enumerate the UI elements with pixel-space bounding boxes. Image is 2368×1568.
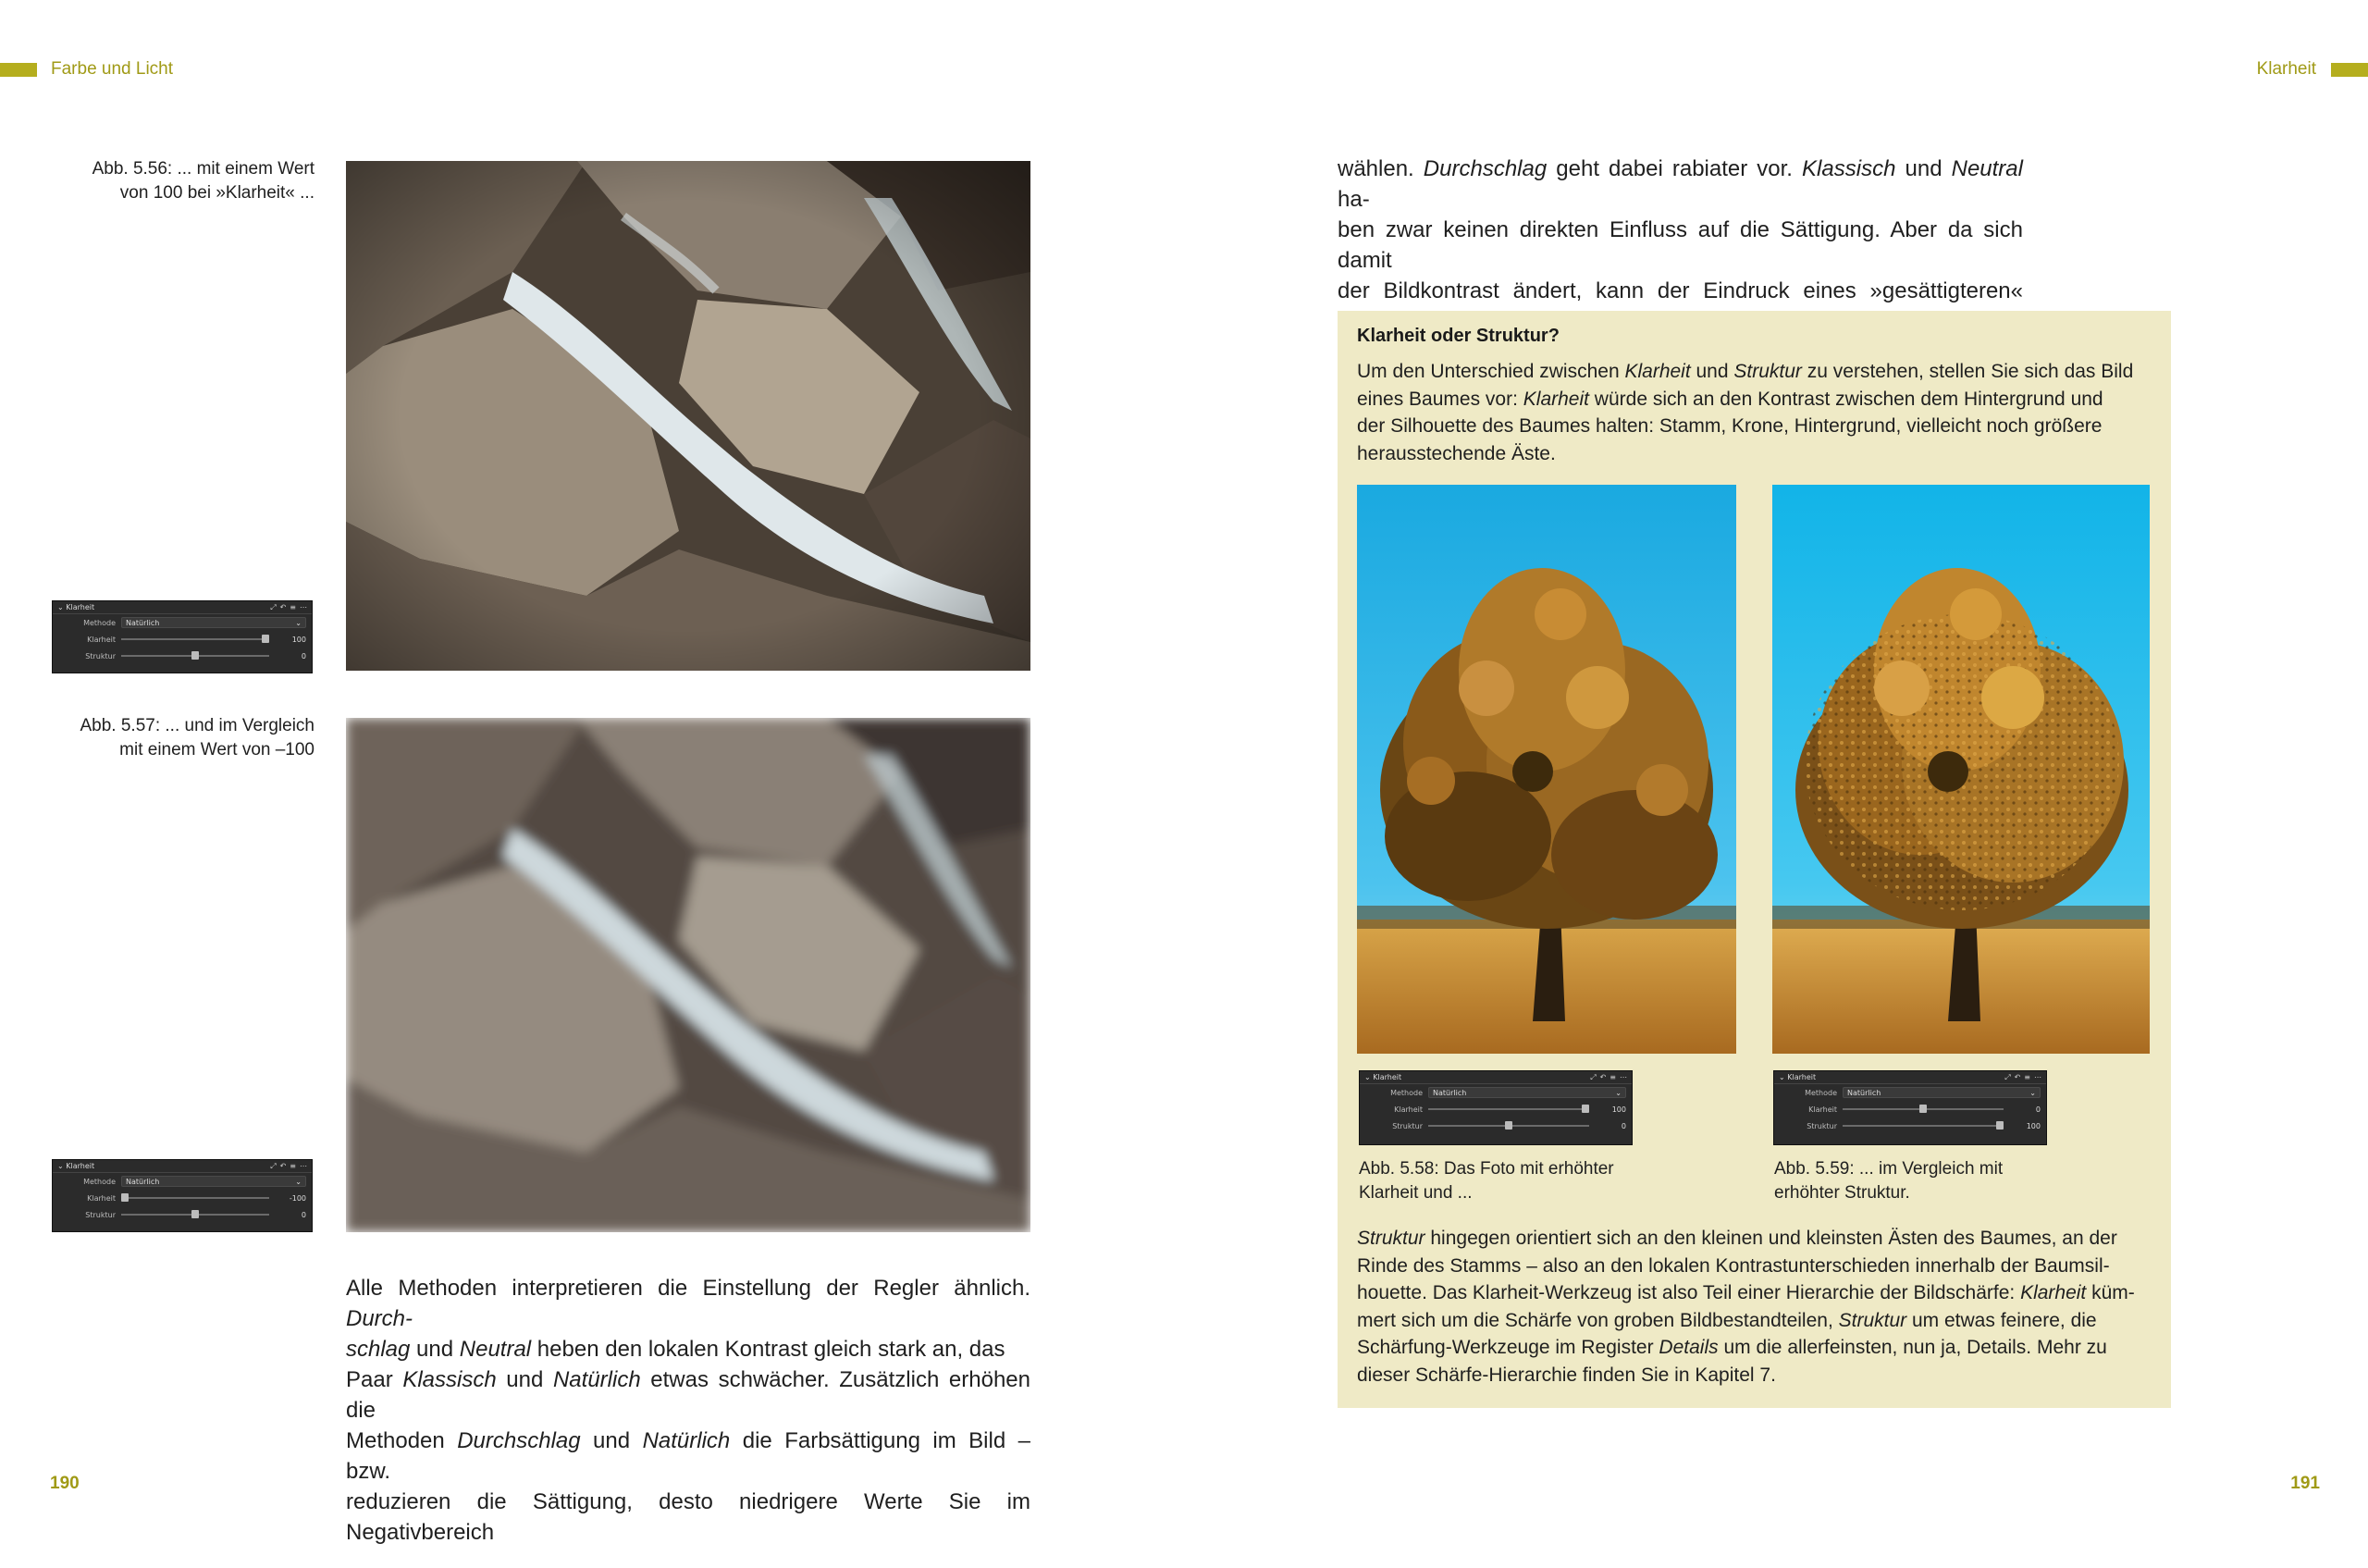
chevron-down-icon[interactable]: ⌄ xyxy=(57,603,64,611)
klarheit-label: Klarheit xyxy=(1394,1105,1423,1114)
panel-header xyxy=(53,601,312,614)
right-intro-text: wählen. Durchschlag geht dabei rabiater vor. Klassisch und Neutral ha- ben zwar keinen direkten Einfluss auf die Sättigung. Aber da sich damit der Bildkontrast ändert, kann der Eindruck eines »gesättigteren« xyxy=(1338,156,2023,303)
method-label: Methode xyxy=(83,618,116,627)
fig-5-57-caption: Abb. 5.57: ... und im Vergleich mit einem Wert von –100 xyxy=(80,716,314,759)
more-icon[interactable]: ⋯ xyxy=(1620,1072,1627,1081)
fig-5-59-caption: Abb. 5.59: ... im Vergleich mit erhöhter Struktur. xyxy=(1774,1159,2004,1203)
left-runner-bar xyxy=(0,63,37,77)
klarheit-panel-fig59 xyxy=(1773,1070,2047,1145)
struktur-slider[interactable] xyxy=(121,655,269,657)
slider-knob[interactable] xyxy=(1996,1121,2004,1130)
slider-knob[interactable] xyxy=(1919,1105,1927,1113)
method-label: Methode xyxy=(1390,1088,1423,1097)
chevron-down-icon[interactable]: ⌄ xyxy=(1364,1073,1371,1081)
chevron-down-icon: ⌄ xyxy=(1615,1088,1622,1097)
slider-knob[interactable] xyxy=(121,1193,129,1202)
info-box-title: Klarheit oder Struktur? xyxy=(1357,326,1560,346)
info-box-paragraph-1: Um den Unterschied zwischen Klarheit und Struktur zu verstehen, stellen Sie sich das Bild eines Baumes vor: Klarheit würde sich an den Kontrast zwischen dem Hintergrund und der Silhouette des Baumes halten: Stamm, Krone, Hintergrund, vielleicht noch größere herausstechende Äste. xyxy=(1357,361,2134,464)
slider-knob[interactable] xyxy=(262,635,269,643)
preset-icon[interactable]: ≡ xyxy=(290,1161,296,1170)
more-icon[interactable]: ⋯ xyxy=(300,1161,307,1170)
reset-icon[interactable]: ↶ xyxy=(279,602,287,611)
waterfall-photo-clear xyxy=(346,161,1030,671)
chevron-down-icon[interactable]: ⌄ xyxy=(57,1162,64,1170)
klarheit-value[interactable]: 0 xyxy=(2035,1105,2041,1114)
left-page-number: 190 xyxy=(50,1474,80,1493)
klarheit-slider[interactable] xyxy=(1843,1108,2004,1110)
method-select[interactable]: Natürlich ⌄ xyxy=(121,617,306,628)
slider-knob[interactable] xyxy=(1582,1105,1589,1113)
struktur-label: Struktur xyxy=(85,651,116,661)
chevron-down-icon: ⌄ xyxy=(2029,1088,2036,1097)
preset-icon[interactable]: ≡ xyxy=(290,602,296,611)
struktur-value[interactable]: 0 xyxy=(301,1210,306,1219)
auto-icon[interactable]: ⤢ xyxy=(270,1161,277,1170)
left-body-text: Alle Methoden interpretieren die Einstellung der Regler ähnlich. Durch- schlag und Neutral heben den lokalen Kontrast gleich stark an, das Paar Klassisch und Natürlich etwas schwächer. Zusätzlich erhöhen die Methoden Durchschlag und Natürlich die Farbsättigung im Bild – bzw. reduzieren die Sättigung, desto niedrigere Werte Sie im Negativbereich xyxy=(346,1276,1030,1545)
klarheit-value[interactable]: 100 xyxy=(1611,1105,1626,1114)
preset-icon[interactable]: ≡ xyxy=(1610,1072,1616,1081)
left-running-head: Farbe und Licht xyxy=(51,59,174,79)
klarheit-label: Klarheit xyxy=(87,635,116,644)
more-icon[interactable]: ⋯ xyxy=(300,602,307,611)
method-select[interactable]: Natürlich ⌄ xyxy=(1428,1087,1626,1098)
chevron-down-icon: ⌄ xyxy=(295,1177,302,1186)
method-label: Methode xyxy=(1805,1088,1837,1097)
klarheit-panel-fig56 xyxy=(52,600,313,673)
auto-icon[interactable]: ⤢ xyxy=(1590,1072,1597,1081)
slider-knob[interactable] xyxy=(191,651,199,660)
struktur-label: Struktur xyxy=(1392,1121,1423,1130)
reset-icon[interactable]: ↶ xyxy=(279,1161,287,1170)
klarheit-slider[interactable] xyxy=(1428,1108,1589,1110)
klarheit-label: Klarheit xyxy=(87,1193,116,1203)
panel-title: Klarheit xyxy=(1787,1073,1817,1081)
reset-icon[interactable]: ↶ xyxy=(2014,1072,2021,1081)
panel-title: Klarheit xyxy=(1373,1073,1402,1081)
klarheit-slider[interactable] xyxy=(121,638,269,640)
tree-photo-klarheit xyxy=(1357,485,1736,1054)
struktur-value[interactable]: 100 xyxy=(2026,1121,2041,1130)
method-select[interactable]: Natürlich ⌄ xyxy=(1843,1087,2041,1098)
struktur-slider[interactable] xyxy=(1428,1125,1589,1127)
fig-5-58-caption: Abb. 5.58: Das Foto mit erhöhter Klarheit und ... xyxy=(1359,1159,1614,1203)
klarheit-slider[interactable] xyxy=(121,1197,269,1199)
panel-header xyxy=(1360,1071,1632,1084)
right-running-head: Klarheit xyxy=(2256,59,2316,79)
panel-header xyxy=(53,1160,312,1173)
panel-header xyxy=(1774,1071,2046,1084)
reset-icon[interactable]: ↶ xyxy=(1599,1072,1607,1081)
info-box-paragraph-2: Struktur hingegen orientiert sich an den kleinen und kleinsten Ästen des Baumes, an der Rinde des Stamms – also an den lokalen Kontrastunterschieden innerhalb der Baumsil- houette. Das Klarheit-Werkzeug ist also Teil einer Hierarchie der Bildschärfe: Klarheit küm- mert sich um die Schärfe von groben Bildbestandteilen, Struktur um etwas feinere, die Schärfung-Werkzeuge im Register Details um die allerfeinsten, nun ja, Details. Mehr zu dieser Schärfe-Hierarchie finden Sie in Kapitel 7. xyxy=(1357,1228,2135,1386)
method-select[interactable]: Natürlich ⌄ xyxy=(121,1176,306,1187)
waterfall-photo-soft xyxy=(346,718,1030,1232)
struktur-value[interactable]: 0 xyxy=(301,651,306,661)
slider-knob[interactable] xyxy=(191,1210,199,1218)
right-runner-bar xyxy=(2331,63,2368,77)
chevron-down-icon[interactable]: ⌄ xyxy=(1779,1073,1785,1081)
slider-knob[interactable] xyxy=(1505,1121,1512,1130)
klarheit-label: Klarheit xyxy=(1808,1105,1837,1114)
struktur-label: Struktur xyxy=(1807,1121,1837,1130)
struktur-label: Struktur xyxy=(85,1210,116,1219)
auto-icon[interactable]: ⤢ xyxy=(2004,1072,2011,1081)
klarheit-panel-fig57 xyxy=(52,1159,313,1232)
klarheit-value[interactable]: -100 xyxy=(289,1193,306,1203)
right-page-number: 191 xyxy=(2290,1474,2320,1493)
klarheit-panel-fig58 xyxy=(1359,1070,1633,1145)
preset-icon[interactable]: ≡ xyxy=(2024,1072,2030,1081)
struktur-value[interactable]: 0 xyxy=(1621,1121,1626,1130)
panel-title: Klarheit xyxy=(66,603,95,611)
method-label: Methode xyxy=(83,1177,116,1186)
auto-icon[interactable]: ⤢ xyxy=(270,602,277,611)
struktur-slider[interactable] xyxy=(121,1214,269,1216)
struktur-slider[interactable] xyxy=(1843,1125,2004,1127)
panel-title: Klarheit xyxy=(66,1162,95,1170)
tree-photo-struktur xyxy=(1772,485,2150,1054)
fig-5-56-caption: Abb. 5.56: ... mit einem Wert von 100 bei »Klarheit« ... xyxy=(92,159,314,203)
klarheit-value[interactable]: 100 xyxy=(291,635,306,644)
chevron-down-icon: ⌄ xyxy=(295,618,302,627)
more-icon[interactable]: ⋯ xyxy=(2034,1072,2041,1081)
